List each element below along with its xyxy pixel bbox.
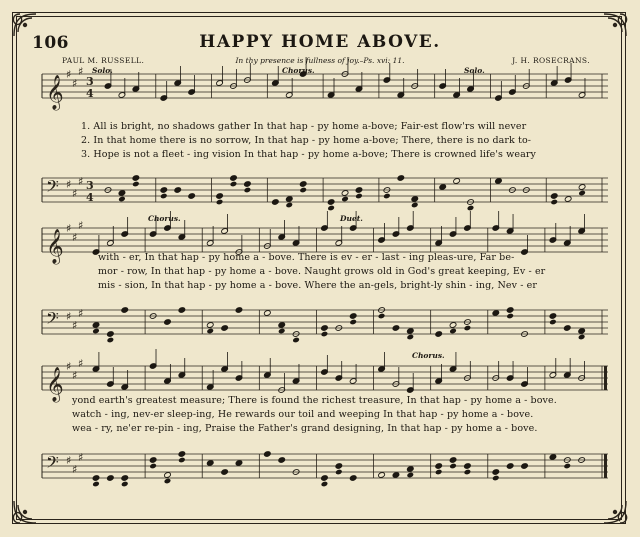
note-head	[118, 190, 126, 197]
note-head	[578, 334, 586, 341]
scripture-reference: In thy presence is fullness of joy.–Ps. xvi: 11.	[235, 56, 405, 65]
note-head	[206, 460, 214, 467]
lyric-line-verse-2: watch - ing, nev-er sleep-ing, He rewards our toil and weeping In that hap - py home a - bove.	[72, 409, 534, 420]
section-label-solo: Solo.	[92, 66, 113, 75]
note-head	[435, 463, 443, 470]
lyric-line-verse-3: 3. Hope is not a fleet - ing vision In that hap - py home a-bove; There is crowned life's weary	[81, 149, 536, 160]
music-system-2	[40, 214, 610, 340]
sharp-icon: ♯	[72, 77, 78, 90]
sharp-icon: ♯	[66, 68, 72, 81]
sharp-icon: ♯	[72, 319, 78, 332]
note-head	[278, 322, 286, 329]
note-head	[335, 463, 343, 470]
note-head	[549, 313, 557, 320]
note-head	[549, 319, 557, 326]
lyric-line-verse-1: 1. All is bright, no shadows gather In that hap - py home a-bove; Fair-est flow'rs will never	[81, 121, 527, 132]
note-head	[392, 325, 400, 332]
note-head	[464, 463, 472, 470]
note-head	[164, 472, 172, 479]
lyric-line-verse-1: with - er, In that hap - py home a - bove. There is ev - er - last - ing pleas-ure, Far be-	[98, 252, 515, 263]
treble-clef-icon: 𝄞	[46, 229, 64, 264]
note-head	[355, 193, 363, 200]
note-head	[407, 472, 415, 479]
treble-clef-icon: 𝄞	[46, 367, 64, 402]
sharp-icon: ♯	[78, 307, 84, 320]
note-head	[178, 307, 186, 314]
note-head	[149, 463, 157, 470]
note-head	[264, 451, 272, 458]
note-head	[411, 196, 419, 203]
note-head	[321, 331, 329, 338]
note-head	[235, 460, 243, 467]
sharp-icon: ♯	[72, 187, 78, 200]
note-head	[578, 184, 586, 191]
corner-ornament-bottom-left	[6, 491, 46, 531]
sharp-icon: ♯	[78, 175, 84, 188]
sharp-icon: ♯	[66, 360, 72, 373]
sharp-icon: ♯	[72, 231, 78, 244]
sharp-icon: ♯	[78, 219, 84, 232]
note-head	[149, 457, 157, 464]
note-head	[206, 322, 214, 329]
section-label-chorus: Chorus.	[282, 66, 315, 75]
composer-credit: J. H. ROSECRANS.	[512, 56, 590, 65]
note-head	[230, 181, 238, 188]
bass-clef-icon: 𝄢	[46, 308, 59, 332]
note-head	[378, 313, 386, 320]
note-head	[506, 463, 514, 470]
note-head	[549, 454, 557, 461]
bass-staff-3	[40, 446, 610, 486]
note-head	[521, 463, 529, 470]
note-head	[121, 475, 129, 482]
note-head	[378, 472, 386, 479]
bass-clef-icon: 𝄢	[46, 452, 59, 476]
note-head	[435, 331, 443, 338]
note-head	[107, 331, 115, 338]
note-head	[453, 178, 461, 185]
note-head	[174, 187, 182, 194]
final-bar-line	[604, 454, 607, 478]
note-head	[118, 196, 126, 203]
section-label-chorus: Chorus.	[412, 351, 445, 360]
note-head	[244, 187, 252, 194]
note-head	[92, 328, 100, 335]
note-head	[492, 310, 500, 317]
note-head	[321, 475, 329, 482]
sharp-icon: ♯	[78, 65, 84, 78]
note-head	[407, 328, 415, 335]
note-head	[264, 310, 272, 317]
note-head	[221, 325, 229, 332]
sharp-icon: ♯	[72, 463, 78, 476]
note-head	[449, 463, 457, 470]
time-signature-bottom: 4	[86, 87, 94, 100]
section-label-chorus: Chorus.	[148, 214, 181, 223]
note-head	[449, 328, 457, 335]
treble-clef-icon: 𝄞	[46, 75, 64, 110]
hymn-title: HAPPY HOME ABOVE.	[199, 32, 441, 52]
note-head	[341, 196, 349, 203]
note-head	[492, 469, 500, 476]
note-head	[449, 457, 457, 464]
bass-clef-icon: 𝄢	[46, 176, 59, 200]
note-head	[121, 307, 129, 314]
note-head	[299, 187, 307, 194]
note-head	[321, 325, 329, 332]
lyric-line-verse-2: 2. In that home there is no sorrow, In that hap - py home a-bove; There, there is no dark to-	[81, 135, 532, 146]
note-head	[341, 190, 349, 197]
sharp-icon: ♯	[78, 451, 84, 464]
note-head	[244, 181, 252, 188]
note-head	[221, 469, 229, 476]
note-head	[578, 328, 586, 335]
note-head	[407, 334, 415, 341]
note-head	[349, 475, 357, 482]
sharp-icon: ♯	[72, 369, 78, 382]
note-head	[335, 469, 343, 476]
lyricist-credit: PAUL M. RUSSELL.	[62, 56, 145, 65]
note-head	[550, 199, 558, 206]
note-head	[439, 184, 447, 191]
note-head	[132, 181, 140, 188]
time-signature-top: 3	[86, 75, 94, 88]
note-head	[550, 193, 558, 200]
lyric-line-verse-2: mor - row, In that hap - py home a - bove. Naught grows old in God's great keeping, Ev - er	[98, 266, 546, 277]
note-head	[285, 196, 293, 203]
note-head	[285, 202, 293, 209]
time-signature-top: 3	[86, 179, 94, 192]
note-head	[327, 199, 335, 206]
note-head	[392, 472, 400, 479]
note-head	[235, 307, 243, 314]
corner-ornament-bottom-right	[594, 491, 634, 531]
note-head	[564, 196, 572, 203]
note-head	[397, 175, 405, 182]
treble-staff-1	[40, 65, 610, 110]
sharp-icon: ♯	[66, 222, 72, 235]
bass-staff-1	[40, 170, 610, 210]
note-head	[563, 325, 571, 332]
note-head	[383, 193, 391, 200]
note-head	[92, 322, 100, 329]
note-head	[435, 469, 443, 476]
lyric-line-verse-1: yond earth's greatest measure; There is found the richest treasure, In that hap - py home a - bove.	[72, 395, 557, 406]
note-head	[107, 475, 115, 482]
sharp-icon: ♯	[66, 454, 72, 467]
final-bar-line	[604, 366, 607, 390]
note-head	[578, 190, 586, 197]
note-head	[164, 319, 172, 326]
section-label-duet: Duet.	[340, 214, 363, 223]
note-head	[506, 307, 514, 314]
note-head	[411, 202, 419, 209]
note-head	[216, 193, 224, 200]
note-head	[506, 313, 514, 320]
note-head	[492, 475, 500, 482]
note-head	[407, 466, 415, 473]
note-head	[449, 322, 457, 329]
section-label-solo: Solo.	[464, 66, 485, 75]
note-head	[563, 463, 571, 470]
note-head	[160, 193, 168, 200]
note-head	[495, 178, 503, 185]
note-head	[349, 319, 357, 326]
note-head	[464, 469, 472, 476]
note-head	[178, 457, 186, 464]
note-head	[299, 181, 307, 188]
bass-staff-2	[40, 302, 610, 342]
sharp-icon: ♯	[66, 178, 72, 191]
note-head	[278, 328, 286, 335]
time-signature-bottom: 4	[86, 191, 94, 204]
note-head	[216, 199, 224, 206]
lyric-line-verse-3: mis - sion, In that hap - py home a - bove. Where the an-gels, bright-ly shin - ing, Nev - er	[98, 280, 538, 291]
note-head	[188, 193, 196, 200]
note-head	[178, 451, 186, 458]
note-head	[355, 187, 363, 194]
lyric-line-verse-3: wea - ry, ne'er re-pin - ing, Praise the Father's grand designing, In that hap - py home a - bove.	[72, 423, 538, 434]
note-head	[464, 325, 472, 332]
note-head	[349, 313, 357, 320]
music-system-1	[40, 66, 610, 202]
note-head	[92, 475, 100, 482]
sharp-icon: ♯	[78, 357, 84, 370]
sharp-icon: ♯	[66, 310, 72, 323]
music-system-3	[40, 351, 610, 478]
note-head	[230, 175, 238, 182]
note-head	[206, 328, 214, 335]
note-head	[272, 199, 280, 206]
note-head	[164, 478, 172, 485]
note-head	[132, 175, 140, 182]
note-head	[160, 187, 168, 194]
note-head	[278, 457, 286, 464]
page-number: 106	[32, 33, 69, 53]
